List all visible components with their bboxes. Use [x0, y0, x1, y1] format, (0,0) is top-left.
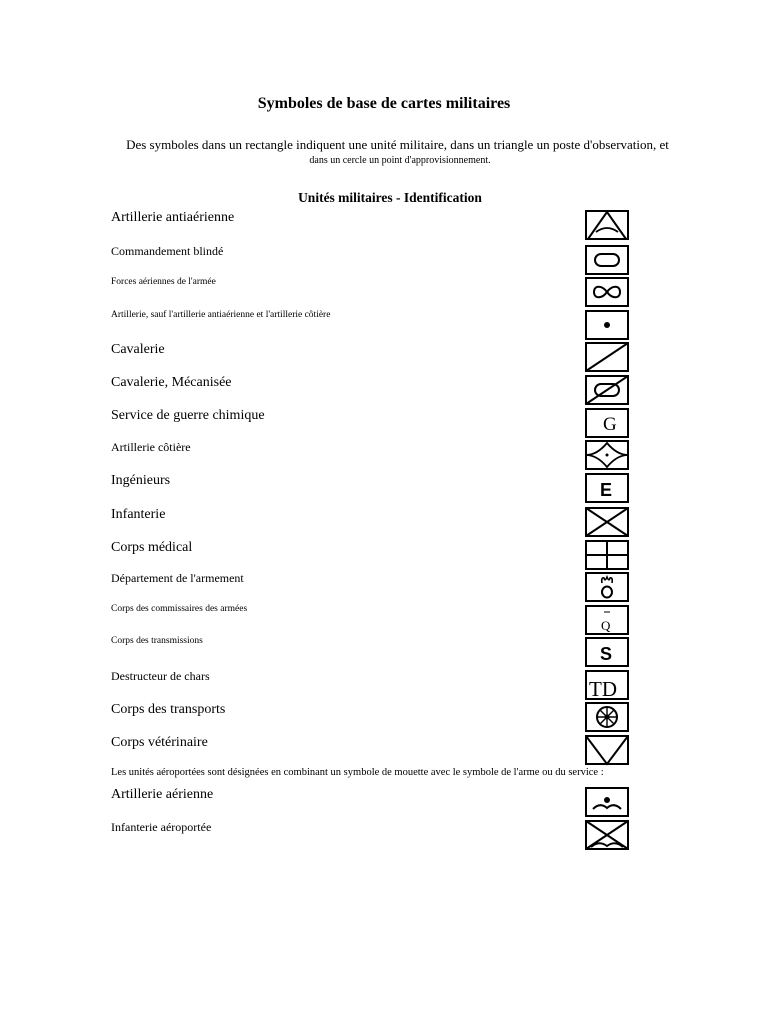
rounded-oval-icon — [585, 245, 629, 275]
letter-q-icon — [585, 605, 629, 635]
page-title: Symboles de base de cartes militaires — [257, 95, 511, 112]
unit-label-commandement-blinde: Commandement blindé — [111, 244, 224, 258]
seagull-dot-icon — [585, 787, 629, 817]
unit-label-artillerie-antiaerienne: Artillerie antiaérienne — [111, 210, 235, 225]
triangle-arch-icon — [585, 210, 629, 240]
symbol-letter-e: E — [600, 480, 613, 500]
unit-label-transports: Corps des transports — [111, 702, 226, 717]
unit-label-ingenieurs: Ingénieurs — [111, 473, 171, 488]
symbol-letter-g: G — [603, 414, 617, 435]
airborne-note: Les unités aéroportées sont désignées en combinant un symbole de mouette avec le symbole de l'arme ou du service : — [111, 767, 604, 778]
unit-label-armement: Département de l'armement — [111, 571, 244, 585]
intro-text-line-1: Des symboles dans un rectangle indiquent une unité militaire, dans un triangle un poste d'observation, et — [126, 137, 669, 152]
section-title: Unités militaires - Identification — [298, 190, 482, 205]
bomb-flame-icon — [585, 572, 629, 602]
center-dot-icon — [585, 310, 629, 340]
unit-label-forces-aeriennes: Forces aériennes de l'armée — [111, 277, 216, 287]
unit-label-commissaires: Corps des commissaires des armées — [111, 604, 248, 614]
unit-label-transmissions: Corps des transmissions — [111, 636, 203, 646]
letter-g-icon — [585, 408, 629, 438]
unit-label-cavalerie: Cavalerie — [111, 342, 165, 357]
symbol-letter-s: S — [600, 644, 613, 664]
oval-diagonal-icon — [585, 375, 629, 405]
v-shape-icon — [585, 735, 629, 765]
crossed-lines-icon — [585, 507, 629, 537]
unit-label-cavalerie-mecanisee: Cavalerie, Mécanisée — [111, 375, 232, 390]
letters-td-icon — [585, 670, 629, 700]
unit-label-guerre-chimique: Service de guerre chimique — [111, 408, 265, 423]
unit-label-destructeur-chars: Destructeur de chars — [111, 669, 210, 683]
symbol-letters-td: TD — [589, 677, 617, 701]
letter-e-icon — [585, 473, 629, 503]
plus-cross-icon — [585, 540, 629, 570]
diamond-star-icon — [585, 440, 629, 470]
symbol-letter-q: Q — [601, 618, 611, 633]
intro-text-line-2: dans un cercle un point d'approvisionnement. — [309, 155, 491, 166]
unit-label-veterinaire: Corps vétérinaire — [111, 735, 208, 750]
unit-label-artillerie-aerienne: Artillerie aérienne — [111, 787, 214, 802]
seagull-cross-icon — [585, 820, 629, 850]
unit-label-artillerie: Artillerie, sauf l'artillerie antiaérienne et l'artillerie côtière — [111, 310, 331, 320]
unit-label-infanterie: Infanterie — [111, 507, 166, 522]
infinity-icon — [585, 277, 629, 307]
letter-s-icon — [585, 637, 629, 667]
unit-label-corps-medical: Corps médical — [111, 540, 193, 555]
diagonal-line-icon — [585, 342, 629, 372]
unit-label-artillerie-cotiere: Artillerie côtière — [111, 440, 191, 454]
wheel-icon — [585, 702, 629, 732]
unit-label-infanterie-aeroportee: Infanterie aéroportée — [111, 820, 212, 834]
